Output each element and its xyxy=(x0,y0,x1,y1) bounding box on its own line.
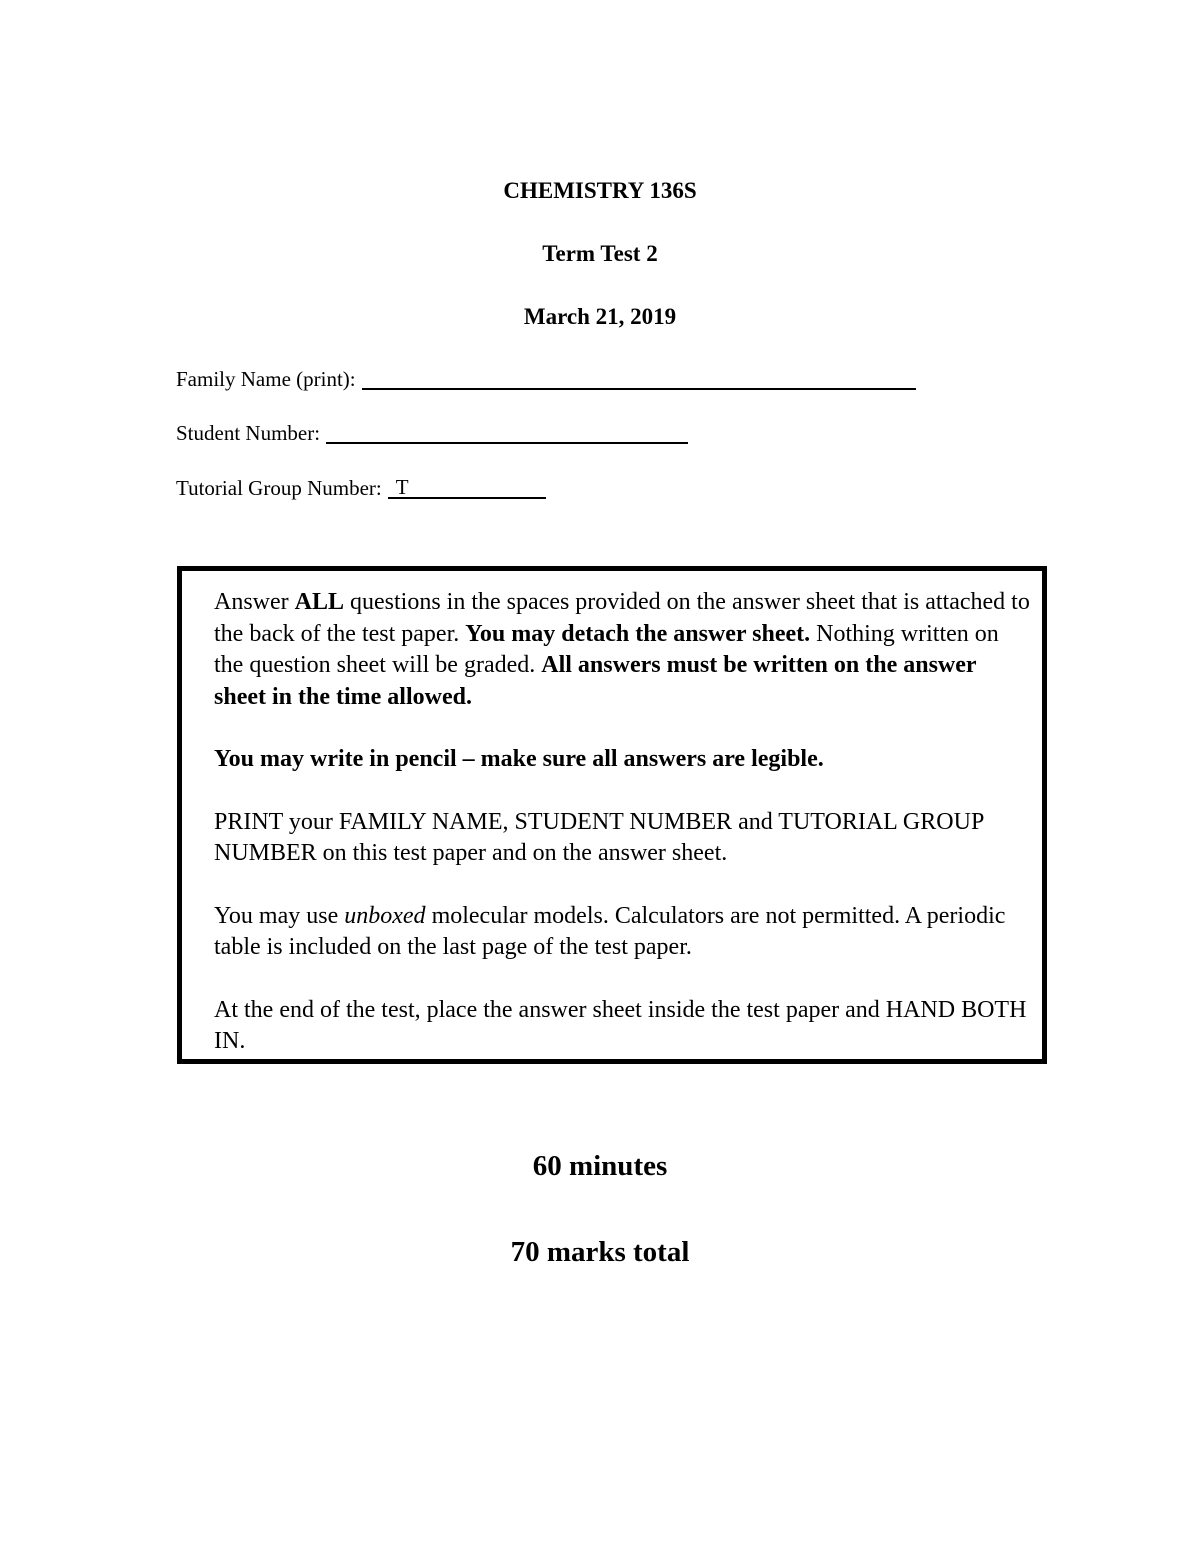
instructions-text xyxy=(214,587,1034,1058)
student-number-field xyxy=(176,420,688,446)
student-number-blank[interactable] xyxy=(326,420,688,444)
instruction-text-segment: You may use xyxy=(214,902,345,929)
family-name-blank[interactable] xyxy=(362,366,916,390)
instruction-text-segment: Nothing written on the question sheet will be graded. xyxy=(214,620,999,678)
instruction-italic-segment: unboxed xyxy=(344,902,426,929)
student-number-label: Student Number: xyxy=(176,421,321,445)
tutorial-group-label: Tutorial Group Number: xyxy=(176,476,382,500)
tutorial-group-field xyxy=(176,475,546,501)
instruction-hand-in: At the end of the test, place the answer sheet inside the test paper and HAND BOTH IN. xyxy=(214,996,1027,1054)
test-duration: 60 minutes xyxy=(532,1150,668,1182)
total-marks: 70 marks total xyxy=(510,1236,690,1268)
instruction-answer-all xyxy=(214,587,1034,713)
instruction-bold-segment: All answers must be written on the answer sheet in the time allowed. xyxy=(214,652,977,710)
instruction-bold-segment: ALL xyxy=(294,589,345,615)
family-name-field xyxy=(176,366,916,392)
test-date: March 21, 2019 xyxy=(523,304,677,329)
instruction-text-segment: Answer xyxy=(214,589,295,615)
tutorial-group-prefix: T xyxy=(395,475,409,499)
instruction-text-segment: molecular models. Calculators are not permitted. A periodic table is included on the last page of the test paper. xyxy=(214,902,1006,960)
instruction-print-details: PRINT your FAMILY NAME, STUDENT NUMBER and TUTORIAL GROUP NUMBER on this test paper and on the answer sheet. xyxy=(214,808,984,866)
instruction-pencil xyxy=(214,744,1034,776)
instruction-text-segment: questions in the spaces provided on the answer sheet that is attached to the back of the test paper. xyxy=(214,589,1030,647)
instruction-bold-segment: You may write in pencil – make sure all answers are legible. xyxy=(214,746,824,772)
test-title: Term Test 2 xyxy=(542,241,658,266)
instructions-box xyxy=(177,566,1047,1064)
family-name-label: Family Name (print): xyxy=(176,367,356,391)
course-title: CHEMISTRY 136S xyxy=(503,178,697,203)
instruction-models xyxy=(214,901,1034,964)
tutorial-group-blank[interactable] xyxy=(388,475,546,499)
instruction-bold-segment: You may detach the answer sheet. xyxy=(465,620,811,647)
